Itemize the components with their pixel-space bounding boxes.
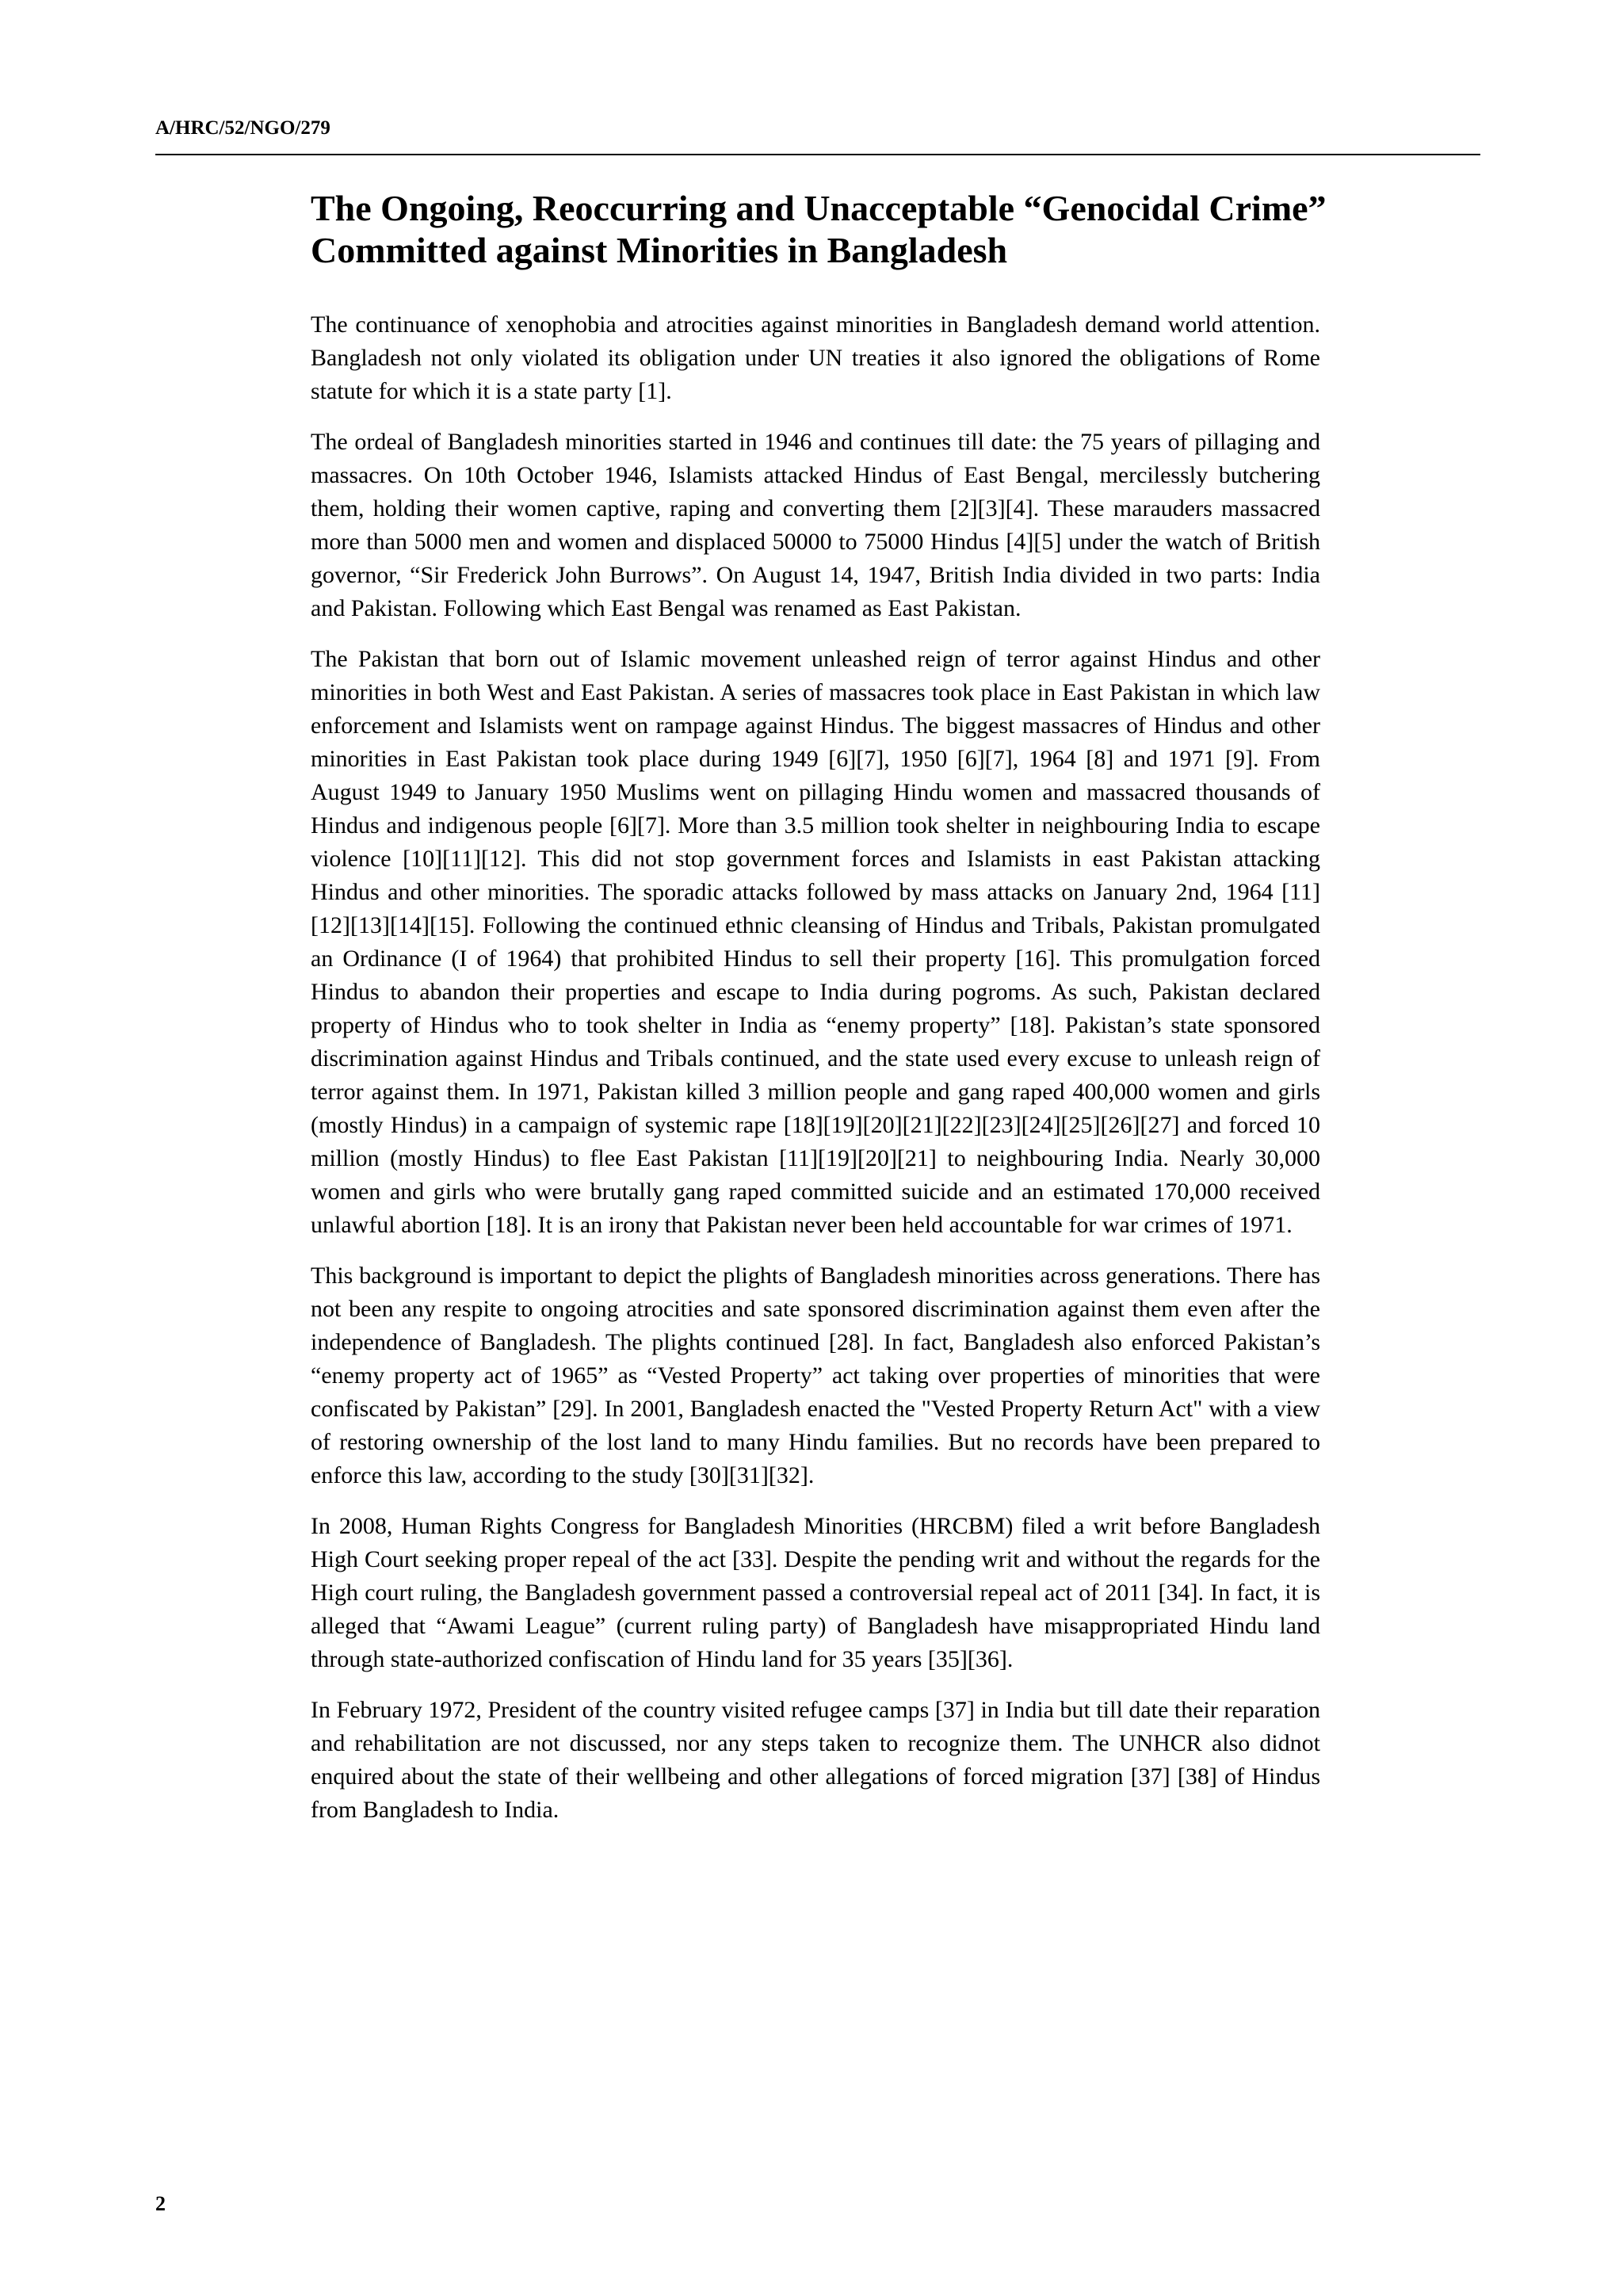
paragraph: The ordeal of Bangladesh minorities started in 1946 and continues till date: the 75 years of pillaging and massacres. On 10th October 1946, Islamists attacked Hindus of East Bengal, mercilessly butchering them, holding their women captive, raping and converting them [2][3][4]. These marauders massacred more than 5000 men and women and displaced 50000 to 75000 Hindus [4][5] under the watch of British governor, “Sir Frederick John Burrows”. On August 14, 1947, British India divided in two parts: India and Pakistan. Following which East Bengal was renamed as East Pakistan. (311, 429, 1320, 621)
document-title: The Ongoing, Reoccurring and Unacceptable “Genocidal Crime” Committed against Minorities in Bangladesh (311, 188, 1327, 270)
document-body (311, 308, 1320, 1844)
page-number: 2 (155, 2192, 166, 2215)
paragraph: The continuance of xenophobia and atrocities against minorities in Bangladesh demand world attention. Bangladesh not only violated its obligation under UN treaties it also ignored the obligations of Rome statute for which it is a state party [1]. (311, 311, 1320, 404)
paragraph: In 2008, Human Rights Congress for Bangladesh Minorities (HRCBM) filed a writ before Bangladesh High Court seeking proper repeal of the act [33]. Despite the pending writ and without the regards for the High court ruling, the Bangladesh government passed a controversial repeal act of 2011 [34]. In fact, it is alleged that “Awami League” (current ruling party) of Bangladesh have misappropriated Hindu land through state-authorized confiscation of Hindu land for 35 years [35][36]. (311, 1513, 1320, 1672)
paragraph: This background is important to depict the plights of Bangladesh minorities across generations. There has not been any respite to ongoing atrocities and sate sponsored discrimination against them even after the independence of Bangladesh. The plights continued [28]. In fact, Bangladesh also enforced Pakistan’s “enemy property act of 1965” as “Vested Property” act taking over properties of minorities that were confiscated by Pakistan” [29]. In 2001, Bangladesh enacted the "Vested Property Return Act" with a view of restoring ownership of the lost land to many Hindu families. But no records have been prepared to enforce this law, according to the study [30][31][32]. (311, 1263, 1320, 1488)
document-symbol: A/HRC/52/NGO/279 (155, 117, 330, 139)
header-divider (155, 154, 1480, 155)
paragraph: In February 1972, President of the country visited refugee camps [37] in India but till date their reparation and rehabilitation are not discussed, nor any steps taken to recognize them. The UNHCR also didnot enquired about the state of their wellbeing and other allegations of forced migration [37] [38] of Hindus from Bangladesh to India. (311, 1697, 1320, 1823)
paragraph: The Pakistan that born out of Islamic movement unleashed reign of terror against Hindus and other minorities in both West and East Pakistan. A series of massacres took place in East Pakistan in which law enforcement and Islamists went on rampage against Hindus. The biggest massacres of Hindus and other minorities in East Pakistan took place during 1949 [6][7], 1950 [6][7], 1964 [8] and 1971 [9]. From August 1949 to January 1950 Muslims went on pillaging Hindu women and massacred thousands of Hindus and indigenous people [6][7]. More than 3.5 million took shelter in neighbouring India to escape violence [10][11][12]. This did not stop government forces and Islamists in east Pakistan attacking Hindus and other minorities. The sporadic attacks followed by mass attacks on January 2nd, 1964 [11][12][13][14][15]. Following the continued ethnic cleansing of Hindus and Tribals, Pakistan promulgated an Ordinance (I of 1964) that prohibited Hindus to sell their property [16]. This promulgation forced Hindus to abandon their properties and escape to India during pogroms. As such, Pakistan declared property of Hindus who to took shelter in India as “enemy property” [18]. Pakistan’s state sponsored discrimination against Hindus and Tribals continued, and the state used every excuse to unleash reign of terror against them. In 1971, Pakistan killed 3 million people and gang raped 400,000 women and girls (mostly Hindus) in a campaign of systemic rape [18][19][20][21][22][23][24][25][26][27] and forced 10 million (mostly Hindus) to flee East Pakistan [11][19][20][21] to neighbouring India. Nearly 30,000 women and girls who were brutally gang raped committed suicide and an estimated 170,000 received unlawful abortion [18]. It is an irony that Pakistan never been held accountable for war crimes of 1971. (311, 646, 1320, 1238)
